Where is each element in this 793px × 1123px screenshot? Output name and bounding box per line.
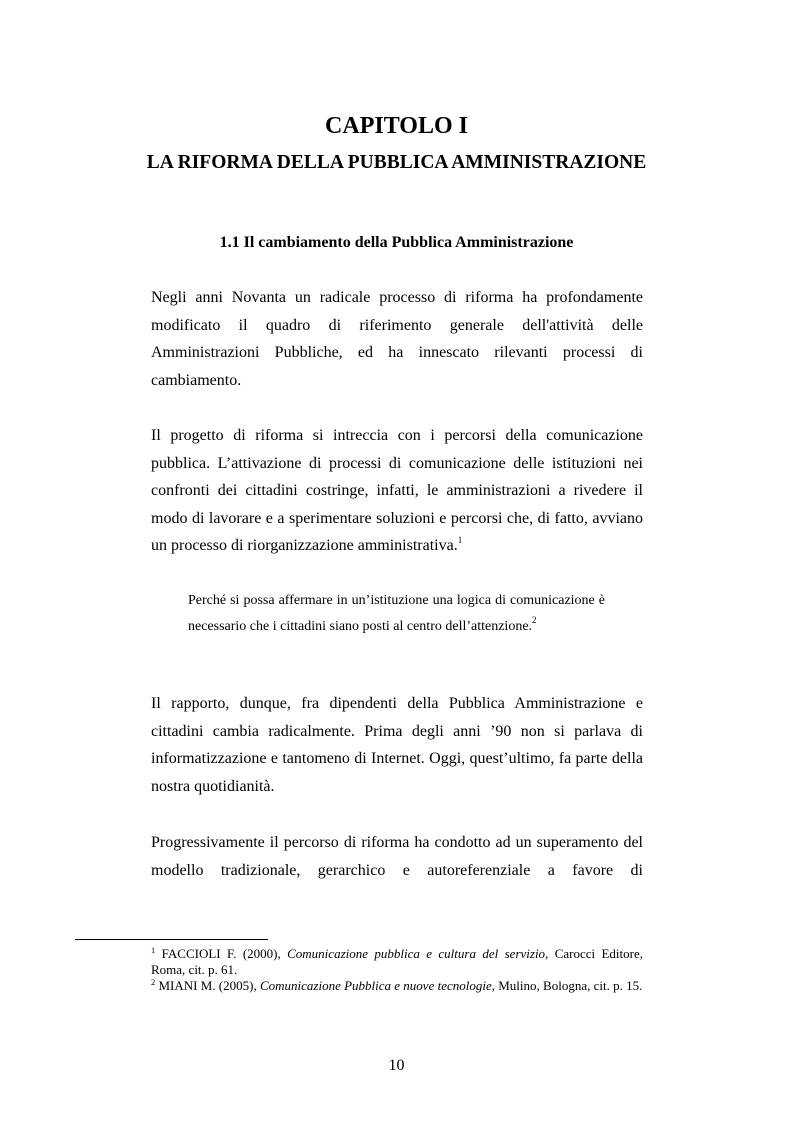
footnote-number: 2 (151, 977, 156, 987)
paragraph-4: Progressivamente il percorso di riforma ha condotto ad un superamento del modello tradizionale, gerarchico e autoreferenziale a favore di (151, 834, 643, 879)
paragraph-2-text: Il progetto di riforma si intreccia con i percorsi della comunicazione pubblica. L’attivazione di processi di comunicazione delle istituzioni nei confronti dei cittadini costringe, infatti, le amministrazioni a rivedere il modo di lavorare e a sperimentare soluzioni e percorsi che, di fatto, avviano un processo di riorganizzazione amministrativa. (151, 427, 643, 555)
footnote-2 (151, 978, 643, 994)
footnote-publisher: , Carocci Editore, Roma, cit. p. 61. (151, 946, 644, 977)
block-quote-text: Perché si possa affermare in un’istituzione una logica di comunicazione è necessario che i cittadini siano posti al centro dell’attenzione. (188, 593, 605, 634)
section-heading: 1.1 Il cambiamento della Pubblica Amministrazione (219, 234, 574, 251)
footnote-publisher: , Mulino, Bologna, cit. p. 15. (491, 978, 643, 993)
paragraph-1: Negli anni Novanta un radicale processo di riforma ha profondamente modificato il quadro di riferimento generale dell'attività delle Amministrazioni Pubbliche, ed ha innescato rilevanti processi di cambiamento. (151, 289, 643, 389)
footnote-author: MIANI M. (2005), (158, 978, 260, 993)
paragraph-2 (151, 422, 643, 560)
footnote-separator (75, 939, 268, 940)
footnote-title: Comunicazione Pubblica e nuove tecnologie (259, 978, 492, 993)
footnote-1 (151, 946, 643, 978)
footnote-ref-1: 1 (457, 535, 463, 546)
page-number: 10 (388, 1057, 405, 1074)
paragraph-3: Il rapporto, dunque, fra dipendenti della Pubblica Amministrazione e cittadini cambia radicalmente. Prima degli anni ’90 non si parlava di informatizzazione e tantomeno di Internet. Oggi, quest’ultimo, fa parte della nostra quotidianità. (151, 695, 643, 795)
chapter-subtitle: LA RIFORMA DELLA PUBBLICA AMMINISTRAZIONE (146, 152, 647, 173)
footnote-title: Comunicazione pubblica e cultura del servizio (287, 946, 546, 961)
chapter-title: CAPITOLO I (325, 113, 468, 139)
footnote-ref-2: 2 (532, 614, 537, 625)
block-quote (188, 588, 605, 639)
footnote-author: FACCIOLI F. (2000), (161, 946, 288, 961)
footnote-number: 1 (151, 945, 156, 955)
